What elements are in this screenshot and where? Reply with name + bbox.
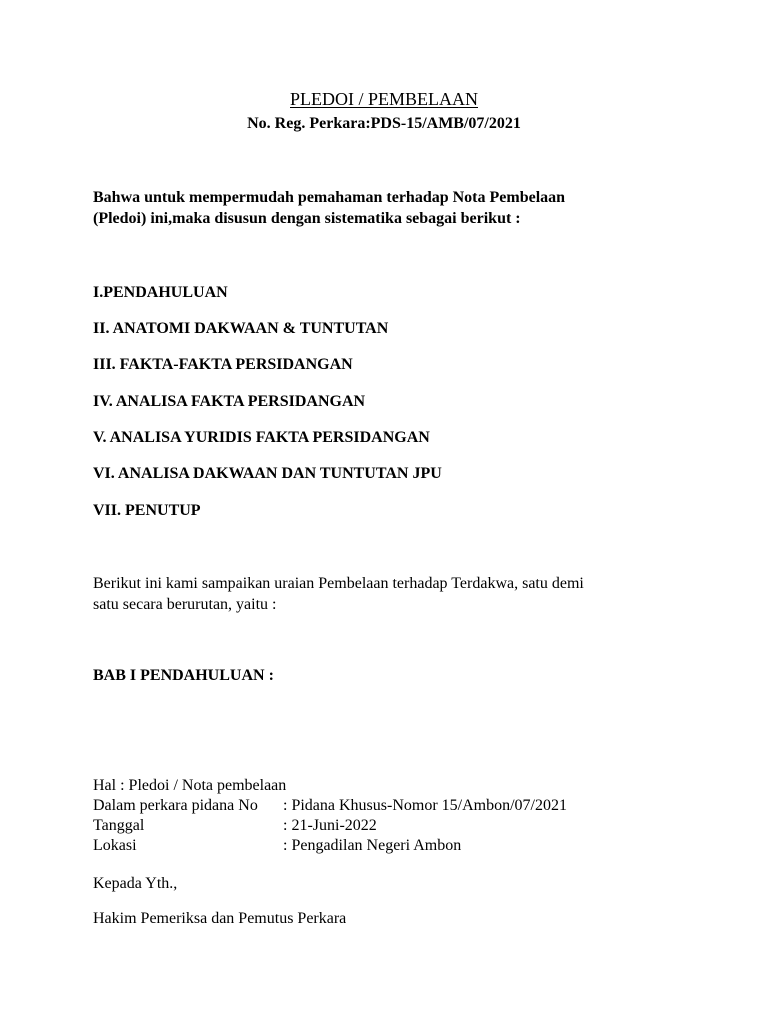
addressee-line: Hakim Pemeriksa dan Pemutus Perkara xyxy=(93,910,347,927)
location-row xyxy=(93,836,461,856)
case-number-label: Dalam perkara pidana No xyxy=(93,797,258,814)
registration-number: No. Reg. Perkara:PDS-15/AMB/07/2021 xyxy=(247,115,521,132)
description-paragraph xyxy=(93,573,653,615)
subject-line: Hal : Pledoi / Nota pembelaan xyxy=(93,777,287,794)
date-row xyxy=(93,816,377,836)
toc-item: VI. ANALISA DAKWAAN DAN TUNTUTAN JPU xyxy=(93,465,442,482)
toc-item: VII. PENUTUP xyxy=(93,502,201,519)
intro-line: Bahwa untuk mempermudah pemahaman terhadap Nota Pembelaan xyxy=(93,189,566,206)
toc-item: IV. ANALISA FAKTA PERSIDANGAN xyxy=(93,393,366,410)
intro-paragraph xyxy=(93,187,653,229)
greeting-line: Kepada Yth., xyxy=(93,875,178,892)
location-value: : Pengadilan Negeri Ambon xyxy=(283,837,462,854)
paragraph-line: Berikut ini kami sampaikan uraian Pembelaan terhadap Terdakwa, satu demi xyxy=(93,575,584,592)
case-number-row xyxy=(93,796,567,816)
location-label: Lokasi xyxy=(93,837,137,854)
toc-item: II. ANATOMI DAKWAAN & TUNTUTAN xyxy=(93,320,389,337)
toc-item: I.PENDAHULUAN xyxy=(93,284,228,301)
toc-item: V. ANALISA YURIDIS FAKTA PERSIDANGAN xyxy=(93,429,430,446)
chapter-heading: BAB I PENDAHULUAN : xyxy=(93,667,274,684)
paragraph-line: satu secara berurutan, yaitu : xyxy=(93,596,277,613)
date-label: Tanggal xyxy=(93,817,145,834)
case-number-value: : Pidana Khusus-Nomor 15/Ambon/07/2021 xyxy=(283,797,567,814)
date-value: : 21-Juni-2022 xyxy=(283,817,377,834)
intro-line: (Pledoi) ini,maka disusun dengan sistematika sebagai berikut : xyxy=(93,210,521,227)
toc-item: III. FAKTA-FAKTA PERSIDANGAN xyxy=(93,356,353,373)
document-title: PLEDOI / PEMBELAAN xyxy=(290,89,478,109)
